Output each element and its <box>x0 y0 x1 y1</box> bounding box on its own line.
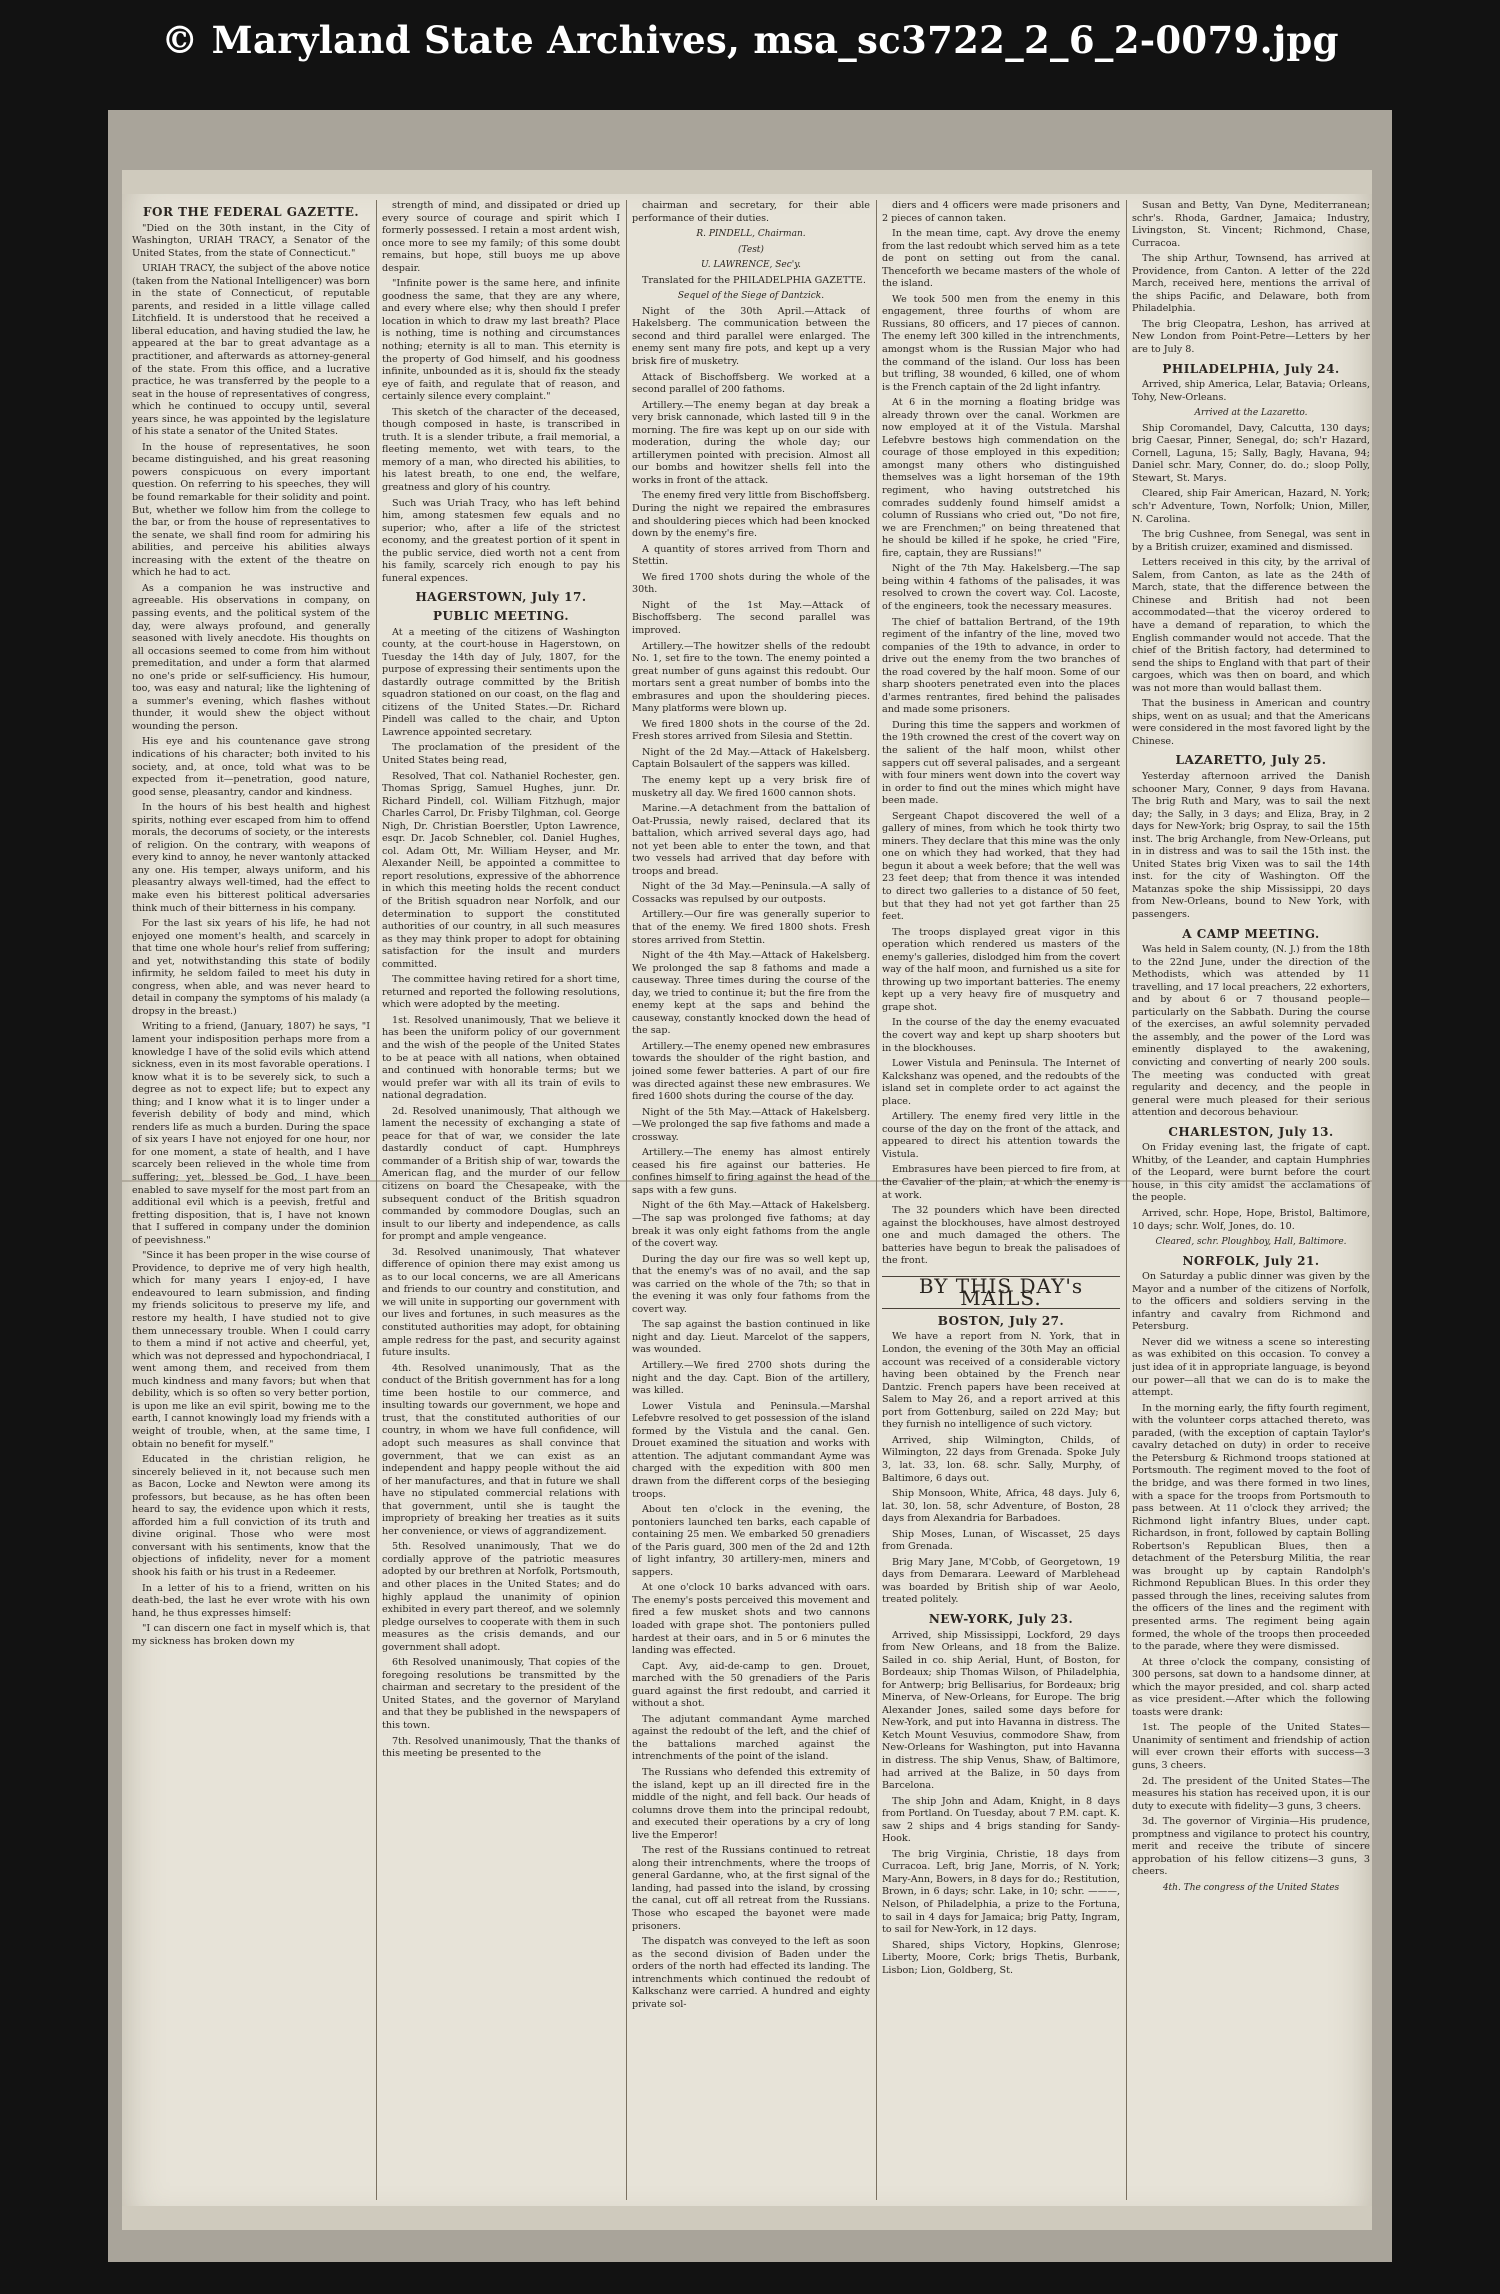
article-paragraph: Night of the 7th May. Hakelsberg.—The sap being within 4 fathoms of the palisades, it was resolved to crown the covert way. Col. Lacoste, of the engineers, took the necessary measures. <box>882 563 1120 612</box>
article-paragraph: At 6 in the morning a floating bridge was already thrown over the canal. Workmen are now employed at it of the Vistula. Marshal Lefebvre bestows high commendation on the courage of those employed in this expedition; amongst many others who distinguished themselves was a light horseman of the 19th regiment, who having outstretched his comrades suddenly found himself amidst a column of Russians who cried out, "Do not fire, we are Frenchmen;" on being threatened that he should be killed if he spoke, he cried "Fire, fire, captain, they are Russians!" <box>882 397 1120 559</box>
article-paragraph: Arrived, ship Wilmington, Childs, of Wilmington, 22 days from Grenada. Spoke July 3, lat. 33, lon. 68. schr. Sally, Murphy, of Baltimore, 6 days out. <box>882 1434 1120 1484</box>
article-paragraph: Never did we witness a scene so interesting as was exhibited on this occasion. To convey a just idea of it in appropriate language, is beyond our power—all that we can do is to make the attempt. <box>1132 1336 1370 1399</box>
dateline-heading: BOSTON, July 27. <box>937 1313 1065 1328</box>
article-paragraph: strength of mind, and dissipated or dried up every source of courage and spirit which I formerly possessed. I retain a most ardent wish, once more to see my family; of this some doubt remains, but hope, still buoys me up above despair. <box>382 200 620 274</box>
article-paragraph: 6th Resolved unanimously, That copies of the foregoing resolutions be transmitted by the chairman and secretary to the president of the United States, and the governor of Maryland and that they be published in the newspapers of this town. <box>382 1657 620 1731</box>
column-rule <box>376 200 377 2200</box>
article-paragraph: In the hours of his best health and highest spirits, nothing ever escaped from him to offend morals, the decorums of society, or the interests of religion. On the contrary, with weapons of every kind to annoy, he never wantonly attacked any one. His temper, always uniform, and his pleasantry always well-timed, had the effect to make even his bitterest political adversaries think much of their bitterness in his company. <box>132 802 370 914</box>
column-heading: FOR THE FEDERAL GAZETTE. <box>142 205 360 219</box>
article-paragraph: In the house of representatives, he soon became distinguished, and his great reasoning powers conspicuous on every important question. On referring to his speeches, they will be found remarkable for their solidity and point. But, whether we follow him from the college to the bar, or from the house of representatives to the senate, we shall find room for admiring his abilities, and perceive his abilities always increasing with the extent of the theatre on which he had to act. <box>132 441 370 579</box>
article-paragraph: 5th. Resolved unanimously, That we do cordially approve of the patriotic measures adopted by our brethren at Norfolk, Portsmouth, and other places in the United States; and do highly applaud the unanimity of opinion exhibited in every part thereof, and we solemnly pledge ourselves to cooperate with them in such measures as the crisis demands, and our government shall adopt. <box>382 1541 620 1653</box>
article-paragraph: The 32 pounders which have been directed against the blockhouses, have almost destroyed one and much damaged the others. The batteries have begun to break the palisadoes of the front. <box>882 1205 1120 1267</box>
article-paragraph: Translated for the PHILADELPHIA GAZETTE. <box>642 274 866 286</box>
article-paragraph: Artillery.—The howitzer shells of the redoubt No. 1, set fire to the town. The enemy pointed a great number of guns against this redoubt. Our mortars sent a great number of bombs into the embrasures and upon the shouldering pieces. Many platforms were blown up. <box>632 640 870 715</box>
article-paragraph: In the course of the day the enemy evacuated the covert way and kept up sharp shooters but in the blockhouses. <box>882 1017 1120 1054</box>
article-paragraph: Cleared, ship Fair American, Hazard, N. York; sch'r Adventure, Town, Norfolk; Union, Miller, N. Carolina. <box>1132 488 1370 525</box>
column-rule <box>876 200 877 2200</box>
subheading: U. LAWRENCE, Sec'y. <box>701 260 801 271</box>
section-heading: BY THIS DAY's MAILS. <box>882 1276 1120 1309</box>
article-paragraph: "I can discern one fact in myself which is, that my sickness has broken down my <box>132 1623 370 1647</box>
article-paragraph: Night of the 30th April.—Attack of Hakelsberg. The communication between the second and third parallel were enlarged. The enemy sent many fire pots, and kept up a very brisk fire of musketry. <box>632 305 870 368</box>
article-paragraph: About ten o'clock in the evening, the pontoniers launched ten barks, each capable of containing 25 men. We embarked 50 grenadiers of the Paris guard, 300 men of the 2d and 12th of light infantry, 30 artillery-men, miners and sappers. <box>632 1504 870 1578</box>
article-paragraph: Artillery.—The enemy has almost entirely ceased his fire against our batteries. He confines himself to firing against the head of the saps with a few guns. <box>632 1147 870 1196</box>
subheading: Cleared, schr. Ploughboy, Hall, Baltimore. <box>1155 1237 1347 1248</box>
article-paragraph: Susan and Betty, Van Dyne, Mediterranean; schr's. Rhoda, Gardner, Jamaica; Industry, Livingston, St. Vincent; Richmond, Chase, Curracoa. <box>1132 200 1370 249</box>
column-rule <box>626 200 627 2200</box>
article-paragraph: At one o'clock 10 barks advanced with oars. The enemy's posts perceived this movement and fired a few musket shots and two cannons loaded with grape shot. The pontoniers pulled hardest at their oars, and in 5 or 6 minutes the landing was effected. <box>632 1582 870 1657</box>
article-paragraph: chairman and secretary, for their able performance of their duties. <box>632 200 870 224</box>
article-paragraph: The proclamation of the president of the United States being read, <box>382 742 620 766</box>
article-paragraph: The sap against the bastion continued in like night and day. Lieut. Marcelot of the sappers, was wounded. <box>632 1319 870 1356</box>
article-paragraph: Artillery.—Our fire was generally superior to that of the enemy. We fired 1800 shots. Fresh stores arrived from Stettin. <box>632 909 870 946</box>
article-paragraph: The enemy kept up a very brisk fire of musketry all day. We fired 1600 cannon shots. <box>632 774 870 799</box>
article-paragraph: Capt. Avy, aid-de-camp to gen. Drouet, marched with the 50 grenadiers of the Paris guard against the first redoubt, and carried it without a shot. <box>632 1660 870 1710</box>
article-paragraph: Ship Coromandel, Davy, Calcutta, 130 days; brig Caesar, Pinner, Senegal, do; sch'r Hazard, Cornell, Laguna, 15; Sally, Bagly, Havana, 94; Daniel schr. Mary, Conner, do. do.; sloop Polly, Stewart, St. Marys. <box>1132 422 1370 484</box>
article-paragraph: Marine.—A detachment from the battalion of Oat-Prussia, newly raised, declared that its battalion, which arrived several days ago, had not yet been able to enter the town, and that two vessels had arrived that day before with troops and bread. <box>632 803 870 877</box>
archive-watermark: © Maryland State Archives, msa_sc3722_2_6_2-0079.jpg <box>161 18 1339 62</box>
subheading: R. PINDELL, Chairman. <box>696 229 806 240</box>
column-4 <box>882 200 1120 2200</box>
article-paragraph: Artillery.—The enemy opened new embrasures towards the shoulder of the right bastion, and joined some fewer batteries. A part of our fire was directed against these new embrasures. We fired 1600 shots during the course of the day. <box>632 1040 870 1103</box>
article-paragraph: As a companion he was instructive and agreeable. His observations in company, on passing events, and the political system of the day, were always profound, and generally seasoned with lively anecdote. His thoughts on all occasions seemed to come from him without premeditation, and under a form that alarmed no one's pride or self-sufficiency. His humour, too, was easy and natural; like the lightening of a summer's evening, which flashes without thunder, it would shew the object without wounding the person. <box>132 582 370 732</box>
article-paragraph: His eye and his countenance gave strong indications of his character; both invited to his society, and, at once, told what was to be expected from it—penetration, good nature, good sense, pleasantry, candor and kindness. <box>132 736 370 798</box>
article-paragraph: diers and 4 officers were made prisoners and 2 pieces of cannon taken. <box>882 200 1120 224</box>
bottom-binding-strip <box>122 2206 1372 2230</box>
article-paragraph: 1st. The people of the United States—Unanimity of sentiment and friendship of action will ever crown their efforts with success—3 guns, 3 cheers. <box>1132 1722 1370 1771</box>
article-paragraph: We fired 1700 shots during the whole of the 30th. <box>632 571 870 596</box>
dateline-heading: A CAMP MEETING. <box>1182 926 1320 941</box>
article-paragraph: Attack of Bischoffsberg. We worked at a second parallel of 200 fathoms. <box>632 371 870 396</box>
article-paragraph: We fired 1800 shots in the course of the 2d. Fresh stores arrived from Silesia and Stettin. <box>632 718 870 743</box>
article-paragraph: During this time the sappers and workmen of the 19th crowned the crest of the covert way on the salient of the half moon, whilst other sappers cut off several palisades, and a sergeant with four miners went down into the covert way in order to find out the mines which might have been made. <box>882 719 1120 807</box>
dateline-heading: PUBLIC MEETING. <box>433 608 569 623</box>
article-paragraph: 3d. Resolved unanimously, That whatever difference of opinion there may exist among us as to our local concerns, we are all Americans and friends to our country and constitution, and we will unite in supporting our government with our lives and fortunes, in such measures as the constituted authorities may adopt, for obtaining ample redress for the past, and security against future insults. <box>382 1246 620 1359</box>
subheading: Arrived at the Lazaretto. <box>1194 408 1308 419</box>
article-paragraph: Artillery. The enemy fired very little in the course of the day on the front of the attack, and appeared to direct his attention towards the Vistula. <box>882 1111 1120 1160</box>
dateline-heading: CHARLESTON, July 13. <box>1168 1124 1334 1139</box>
article-paragraph: In a letter of his to a friend, written on his death-bed, the last he ever wrote with his own hand, he thus expresses himself: <box>132 1582 370 1619</box>
article-paragraph: The enemy fired very little from Bischoffsberg. During the night we repaired the embrasures and shouldering pieces which had been knocked down by the enemy's fire. <box>632 490 870 540</box>
article-paragraph: Night of the 6th May.—Attack of Hakelsberg.—The sap was prolonged five fathoms; at day break it was only eight fathoms from the angle of the covert way. <box>632 1200 870 1250</box>
dateline-heading: LAZARETTO, July 25. <box>1175 753 1327 768</box>
article-paragraph: At a meeting of the citizens of Washington county, at the court-house in Hagerstown, on Tuesday the 14th day of July, 1807, for the purpose of expressing their sentiments upon the dastardly outrage committed by the British squadron stationed on our coast, on the flag and citizens of the United States.—Dr. Richard Pindell was called to the chair, and Upton Lawrence appointed secretary. <box>382 626 620 738</box>
article-paragraph: Was held in Salem county, (N. J.) from the 18th to the 22nd June, under the direction of the Methodists, which was attended by 11 travelling, and 17 local preachers, 22 exhorters, and by about 6 or 7 thousand people—particularly on the Sabbath. During the course of the exercises, an awful solemnity pervaded the assembly, and the power of the Lord was eminently displayed to the awakening, convicting and converting of nearly 200 souls. The meeting was conducted with great regularity and decency, and the people in general were much pleased for their serious attention and decorous behaviour. <box>1132 944 1370 1119</box>
article-paragraph: Lower Vistula and Peninsula. The Internet of Kalckshanz was opened, and the redoubts of the island set in complete order to act against the place. <box>882 1058 1120 1107</box>
article-paragraph: 2d. The president of the United States—The measures his station has received upon, it is our duty to execute with fidelity—3 guns, 3 cheers. <box>1132 1775 1370 1812</box>
subheading: Sequel of the Siege of Dantzick. <box>677 291 825 302</box>
article-paragraph: The brig Cushnee, from Senegal, was sent in by a British cruizer, examined and dismissed. <box>1132 529 1370 553</box>
article-paragraph: 7th. Resolved unanimously, That the thanks of this meeting be presented to the <box>382 1735 620 1760</box>
article-paragraph: Ship Moses, Lunan, of Wiscasset, 25 days from Grenada. <box>882 1528 1120 1553</box>
article-paragraph: Brig Mary Jane, M'Cobb, of Georgetown, 19 days from Demarara. Leeward of Marblehead was boarded by British ship of war Aeolo, treated politely. <box>882 1556 1120 1606</box>
article-paragraph: The brig Cleopatra, Leshon, has arrived at New London from Point-Petre—Letters by her are to July 8. <box>1132 318 1370 356</box>
article-paragraph: Artillery.—The enemy began at day break a very brisk cannonade, which lasted till 9 in the morning. The fire was kept up on our side with moderation, during the whole day; our artillerymen pointed with precision. Almost all our bombs and howitzer shells fell into the works in front of the attack. <box>632 399 870 486</box>
article-paragraph: On Saturday a public dinner was given by the Mayor and a number of the citizens of Norfolk, to the officers and soldiers serving in the infantry and cavalry from Richmond and Petersburg. <box>1132 1271 1370 1333</box>
article-paragraph: For the last six years of his life, he had not enjoyed one moment's health, and scarcely in that time one whole hour's relief from suffering; and yet, notwithstanding this state of bodily infirmity, he seldom failed to meet his duty in congress, when able, and was never heard to detail in company the symptoms of his malady (a dropsy in the breast.) <box>132 918 370 1017</box>
article-paragraph: Sergeant Chapot discovered the well of a gallery of mines, from which he took thirty two miners. They declare that this mine was the only one on which they had worked, that they had begun it about a week before; that the well was 23 feet deep; that from thence it was intended to direct two galleries to a distance of 50 feet, but that they had not yet got farther than 25 feet. <box>882 810 1120 923</box>
article-paragraph: URIAH TRACY, the subject of the above notice (taken from the National Intelligencer) was born in the state of Connecticut, of reputable parents, and resided in a little village called Litchfield. It is understood that he received a liberal education, and having studied the law, he appeared at the bar to great advantage as a practitioner, and afterwards as attorney-general of the state. From this office, and a lucrative practice, he was transferred by the people to a seat in the house of representatives of congress, which he continued to occupy until, several years since, he was appointed by the legislature of his state a senator of the United States. <box>132 263 370 438</box>
dateline-heading: NEW-YORK, July 23. <box>928 1611 1074 1626</box>
article-paragraph: On Friday evening last, the frigate of capt. Whitby, of the Leander, and captain Humphries of the Leopard, were burnt before the court house, in this city amidst the acclamations of the people. <box>1132 1142 1370 1204</box>
article-paragraph: Such was Uriah Tracy, who has left behind him, among statesmen few equals and no superior; who, after a life of the strictest economy, and the greatest portion of it spent in the public service, died worth not a cent from his family, scarcely rich enough to pay his funeral expences. <box>382 497 620 584</box>
article-paragraph: Educated in the christian religion, he sincerely believed in it, not because such men as Bacon, Locke and Newton were among its professors, but because, as he has often been heard to say, the evidence upon which it rests, afforded him a full conviction of its truth and divine original. Those who were most conversant with his sentiments, know that the objections of infidelity, never for a moment shook his faith or his trust in a Redeemer. <box>132 1454 370 1578</box>
article-paragraph: Arrived, ship America, Lelar, Batavia; Orleans, Tohy, New-Orleans. <box>1132 379 1370 403</box>
article-paragraph: Arrived, ship Mississippi, Lockford, 29 days from New Orleans, and 18 from the Balize. Sailed in co. ship Aerial, Hunt, of Boston, for Bordeaux; ship Thomas Wilson, of Philadelphia, for Antwerp; brig Bellisarius, for Bordeaux; brig Minerva, of New-Orleans, for Europe. The brig Alexander Jones, sailed some days before for New-York, and put into Havanna in distress. The Ketch Mount Vesuvius, commodore Shaw, from New-Orleans for Washington, put into Havanna in distress. The ship Venus, Shaw, of Baltimore, had arrived at the Balize, in 50 days from Barcelona. <box>882 1629 1120 1792</box>
article-paragraph: "Died on the 30th instant, in the City of Washington, URIAH TRACY, a Senator of the United States, from the state of Connecticut." <box>132 222 370 259</box>
article-paragraph: Resolved, That col. Nathaniel Rochester, gen. Thomas Sprigg, Samuel Hughes, junr. Dr. Richard Pindell, col. William Fitzhugh, major Charles Carrol, Dr. Frisby Tilghman, col. George Nigh, Dr. Christian Boerstler, Upton Lawrence, esqr. Dr. Jacob Schnebler, col. Daniel Hughes, col. Adam Ott, Mr. William Heyser, and Mr. Alexander Neill, be appointed a committee to report resolutions, expressive of the abhorrence in which this meeting holds the recent conduct of the British squadron near Norfolk, and our determination to support the constituted authorities of our country, in all such measures as they may think proper to adopt for obtaining satisfaction for the insult and murders committed. <box>382 770 620 970</box>
article-paragraph: Artillery.—We fired 2700 shots during the night and the day. Capt. Bion of the artillery, was killed. <box>632 1360 870 1397</box>
article-paragraph: 1st. Resolved unanimously, That we believe it has been the uniform policy of our government and the wish of the people of the United States to be at peace with all nations, when obtained and continued with honorable terms; but we would prefer war with all its train of evils to national degradation. <box>382 1014 620 1102</box>
article-paragraph: In the mean time, capt. Avy drove the enemy from the last redoubt which served him as a tete de pont on setting out from the canal. Thenceforth we became masters of the whole of the island. <box>882 228 1120 290</box>
article-paragraph: Shared, ships Victory, Hopkins, Glenrose; Liberty, Moore, Cork; brigs Thetis, Burbank, Lisbon; Lion, Goldberg, St. <box>882 1939 1120 1976</box>
column-1 <box>132 200 370 2200</box>
top-binding-strip <box>122 170 1372 194</box>
article-paragraph: This sketch of the character of the deceased, though composed in haste, is transcribed in truth. It is a slender tribute, a frail memorial, a fleeting memento, wet with tears, to the memory of a man, who directed his abilities, to his latest breath, to one end, the welfare, greatness and glory of his country. <box>382 406 620 494</box>
article-paragraph: 4th. Resolved unanimously, That as the conduct of the British government has for a long time been hostile to our commerce, and insulting towards our government, we hope and trust, that the constituted authorities of our country, in whom we have full confidence, will adopt such measures as shall convince that government, that we can exist as an independent and happy people without the aid of her manufactures, and that in future we shall have no stipulated commercial relations with that government, until she is taught the impropriety of breaking her treaties as it suits her convenience, or views of aggrandizement. <box>382 1362 620 1537</box>
article-paragraph: The brig Virginia, Christie, 18 days from Curracoa. Left, brig Jane, Morris, of N. York; Mary-Ann, Bowers, in 8 days for do.; Restitution, Brown, in 6 days; schr. Lake, in 10; schr. ———, Nelson, of Philadelphia, a prize to the Fortuna, to sail in 4 days for Jamaica; brig Patty, Ingram, to sail for New-York, in 12 days. <box>882 1848 1120 1936</box>
article-paragraph: "Since it has been proper in the wise course of Providence, to deprive me of very high health, which for many years I enjoy-ed, I have endeavoured to learn submission, and finding my friends solicitous to preserve my life, and restore my health, I have studied not to give them unnecessary trouble. When I could carry to them a mind if not active and cheerful, yet, which was not depressed and hypochondriacal, I went among them, and received from them much kindness and many favors; but when that debility, which is so often so very better portion, is upon me like an evil spirit, bowing me to the earth, I cannot knowingly load my friends with a weight of trouble, when, at the same time, I obtain no benefit for myself." <box>132 1250 370 1450</box>
article-paragraph: Arrived, schr. Hope, Hope, Bristol, Baltimore, 10 days; schr. Wolf, Jones, do. 10. <box>1132 1208 1370 1232</box>
article-paragraph: We have a report from N. York, that in London, the evening of the 30th May an official account was received of a considerable victory having been obtained by the French near Dantzic. French papers have been received at Salem to May 26, and a report arrived at this port from Gottenburg, sailed on 22d May; but they furnish no intelligence of such victory. <box>882 1331 1120 1431</box>
article-paragraph: "Infinite power is the same here, and infinite goodness the same, that they are any where, and every where else; why then should I prefer location in which to draw my last breath? Place is nothing, time is nothing and circumstances nothing; eternity is all to man. This eternity is the property of God himself, and his goodness infinite, unbounded as it is, should fix the steady eye of faith, and regulate that of reason, and certainly silence every complaint." <box>382 278 620 403</box>
article-paragraph: The dispatch was conveyed to the left as soon as the second division of Baden under the orders of the north had effected its landing. The intrenchments which continued the redoubt of Kalkschanz were carried. A hundred and eighty private sol- <box>632 1936 870 2010</box>
article-paragraph: The ship John and Adam, Knight, in 8 days from Portland. On Tuesday, about 7 P.M. capt. K. saw 2 ships and 4 brigs standing for Sandy-Hook. <box>882 1795 1120 1845</box>
article-paragraph: In the morning early, the fifty fourth regiment, with the volunteer corps attached thereto, was paraded, (with the exception of captain Taylor's cavalry detached on duty) in order to receive the Petersburg & Richmond troops stationed at Portsmouth. The regiment moved to the foot of the bridge, and was there formed in two lines, with a space for the troops from Portsmouth to pass between. At 11 o'clock they arrived; the Richmond light infantry Blues, under capt. Richardson, in front, followed by captain Bolling Robertson's Republican Blues, then a detachment of the Petersburg Militia, the rear was brought up by captain Randolph's Richmond Republican Blues. In this order they passed through the lines, receiving salutes from the officers of the lines and the regiment with presented arms. The regiment being again formed, the whole of the troops then proceeded to the parade, where they were dismissed. <box>1132 1402 1370 1653</box>
article-paragraph: A quantity of stores arrived from Thorn and Stettin. <box>632 543 870 568</box>
column-5 <box>1132 200 1370 2200</box>
article-paragraph: The ship Arthur, Townsend, has arrived at Providence, from Canton. A letter of the 22d March, received here, mentions the arrival of the ships Pacific, and Delaware, both from Philadelphia. <box>1132 253 1370 315</box>
article-paragraph: The chief of battalion Bertrand, of the 19th regiment of the infantry of the line, moved two companies of the 19th to advance, in order to drive out the enemy from the two branches of the road covered by the half moon. Some of our sharp shooters penetrated even into the places d'armes rentrantes, fired behind the palisades and made some prisoners. <box>882 616 1120 716</box>
article-paragraph: Embrasures have been pierced to fire from, at the Cavalier of the plain, at which the enemy is at work. <box>882 1164 1120 1201</box>
article-paragraph: The Russians who defended this extremity of the island, kept up an ill directed fire in the middle of the night, and fell back. Our heads of columns drove them into the principal redoubt, and executed their operations by a cry of long live the Emperor! <box>632 1766 870 1841</box>
article-paragraph: Night of the 5th May.—Attack of Hakelsberg.—We prolonged the sap five fathoms and made a crossway. <box>632 1106 870 1143</box>
dateline-heading: NORFOLK, July 21. <box>1182 1253 1320 1268</box>
article-paragraph: Lower Vistula and Peninsula.—Marshal Lefebvre resolved to get possession of the island formed by the Vistula and the canal. Gen. Drouet examined the situation and works with attention. The adjutant commandant Ayme was charged with the expedition with 800 men drawn from the different corps of the besieging troops. <box>632 1400 870 1500</box>
column-3 <box>632 200 870 2200</box>
article-paragraph: Ship Monsoon, White, Africa, 48 days. July 6, lat. 30, lon. 58, schr Adventure, of Boston, 28 days from Alexandria for Barbadoes. <box>882 1488 1120 1525</box>
article-paragraph: During the day our fire was so well kept up, that the enemy's was of no avail, and the sap was carried on the whole of the 7th; so that in the evening it was only four fathoms from the covert way. <box>632 1253 870 1315</box>
article-paragraph: Night of the 3d May.—Peninsula.—A sally of Cossacks was repulsed by our outposts. <box>632 881 870 905</box>
article-paragraph: We took 500 men from the enemy in this engagement, three fourths of whom are Russians, 80 officers, and 17 pieces of cannon. The enemy left 300 killed in the intrenchments, amongst whom is the Russian Major who had the command of the island. Our loss has been but trifling, 38 wounded, 6 killed, one of whom is the French captain of the 2d light infantry. <box>882 293 1120 393</box>
dateline-heading: PHILADELPHIA, July 24. <box>1162 361 1340 376</box>
article-paragraph: The rest of the Russians continued to retreat along their intrenchments, where the troops of general Gardanne, who, at the first signal of the landing, had passed into the island, by crossing the canal, cut off all retreat from the Russians. Those who escaped the bayonet were made prisoners. <box>632 1845 870 1932</box>
article-paragraph: The troops displayed great vigor in this operation which rendered us masters of the enemy's galleries, dislodged him from the covert way of the half moon, and furnished us a site for throwing up two important batteries. The enemy kept up a very heavy fire of musquetry and grape shot. <box>882 926 1120 1013</box>
article-paragraph: 3d. The governor of Virginia—His prudence, promptness and vigilance to protect his country, merit and receive the tribute of sincere approbation of his fellow citizens—3 guns, 3 cheers. <box>1132 1816 1370 1878</box>
article-paragraph: Yesterday afternoon arrived the Danish schooner Mary, Conner, 9 days from Havana. The brig Ruth and Mary, was to sail the next day; the Sally, in 3 days; and Eliza, Bray, in 2 days for New-York; brig Ospray, to sail the 15th inst. The brig Archangle, from New-Orleans, put in in distress and was to sail the 15th inst. the United States brig Vixen was to sail the 14th inst. for the city of Washington. Off the Matanzas spoke the ship Mississippi, 20 days from New-Orleans, bound to New York, with passengers. <box>1132 770 1370 920</box>
column-rule <box>1126 200 1127 2200</box>
article-paragraph: Writing to a friend, (January, 1807) he says, "I lament your indisposition perhaps more from a knowledge I have of the solid evils which attend sickness, even in its most favorable operations. I know what it is to be severely sick, to such a degree as not to expect life; but to expect any thing; and I know what it is to linger under a feverish debility of body and mind, which renders life as much a burden. During the space of six years I have not enjoyed for one hour, nor for one moment, a state of health, and I have scarcely been relieved in the whole time from suffering; yet, blessed be God, I have been enabled to save myself for the most part from an additional evil which is a peevish, fretful and fretting disposition, that is, I have not known that I suffered in company under the dominion of peevishness." <box>132 1021 370 1246</box>
newspaper-page <box>122 170 1372 2230</box>
article-paragraph: At three o'clock the company, consisting of 300 persons, sat down to a handsome dinner, at which the mayor presided, and col. sharp acted as vice president.—After which the following toasts were drank: <box>1132 1656 1370 1718</box>
column-2 <box>382 200 620 2200</box>
subheading: 4th. The congress of the United States <box>1162 1882 1340 1893</box>
article-paragraph: The adjutant commandant Ayme marched against the redoubt of the left, and the chief of the battalions marched against the intrenchments of the point of the island. <box>632 1713 870 1763</box>
article-paragraph: Night of the 1st May.—Attack of Bischoffsberg. The second parallel was improved. <box>632 599 870 636</box>
article-paragraph: The committee having retired for a short time, returned and reported the following resolutions, which were adopted by the meeting. <box>382 974 620 1011</box>
article-paragraph: That the business in American and country ships, went on as usual; and that the Americans were considered in the most favored light by the Chinese. <box>1132 698 1370 747</box>
article-paragraph: Night of the 4th May.—Attack of Hakelsberg. We prolonged the sap 8 fathoms and made a causeway. Three times during the course of the day, we tried to continue it; but the fire from the enemy kept at the saps and behind the causeway, constantly knocked down the head of the sap. <box>632 950 870 1037</box>
article-paragraph: Night of the 2d May.—Attack of Hakelsberg. Captain Bolsaulert of the sappers was killed. <box>632 746 870 771</box>
article-paragraph: 2d. Resolved unanimously, That although we lament the necessity of exchanging a state of peace for that of war, we consider the late dastardly conduct of capt. Humphreys commander of a British ship of war, towards the American flag, and the murder of our fellow citizens on board the Chesapeake, with the subsequent conduct of the British squadron commanded by commodore Douglas, such an insult to our liberty and independence, as calls for prompt and ample vengeance. <box>382 1105 620 1243</box>
article-paragraph: Letters received in this city, by the arrival of Salem, from Canton, as late as the 24th of March, state, that the difference between the Chinese and British had not been accommodated—that the viceroy ordered to have a demand of reparation, to which the English commander would not accede. That the chief of the British factory, had determined to send the ships to England with that part of their cargoes, which was then on board, and which was not more than would ballast them. <box>1132 557 1370 694</box>
subheading: (Test) <box>738 244 764 255</box>
dateline-heading: HAGERSTOWN, July 17. <box>415 590 587 605</box>
